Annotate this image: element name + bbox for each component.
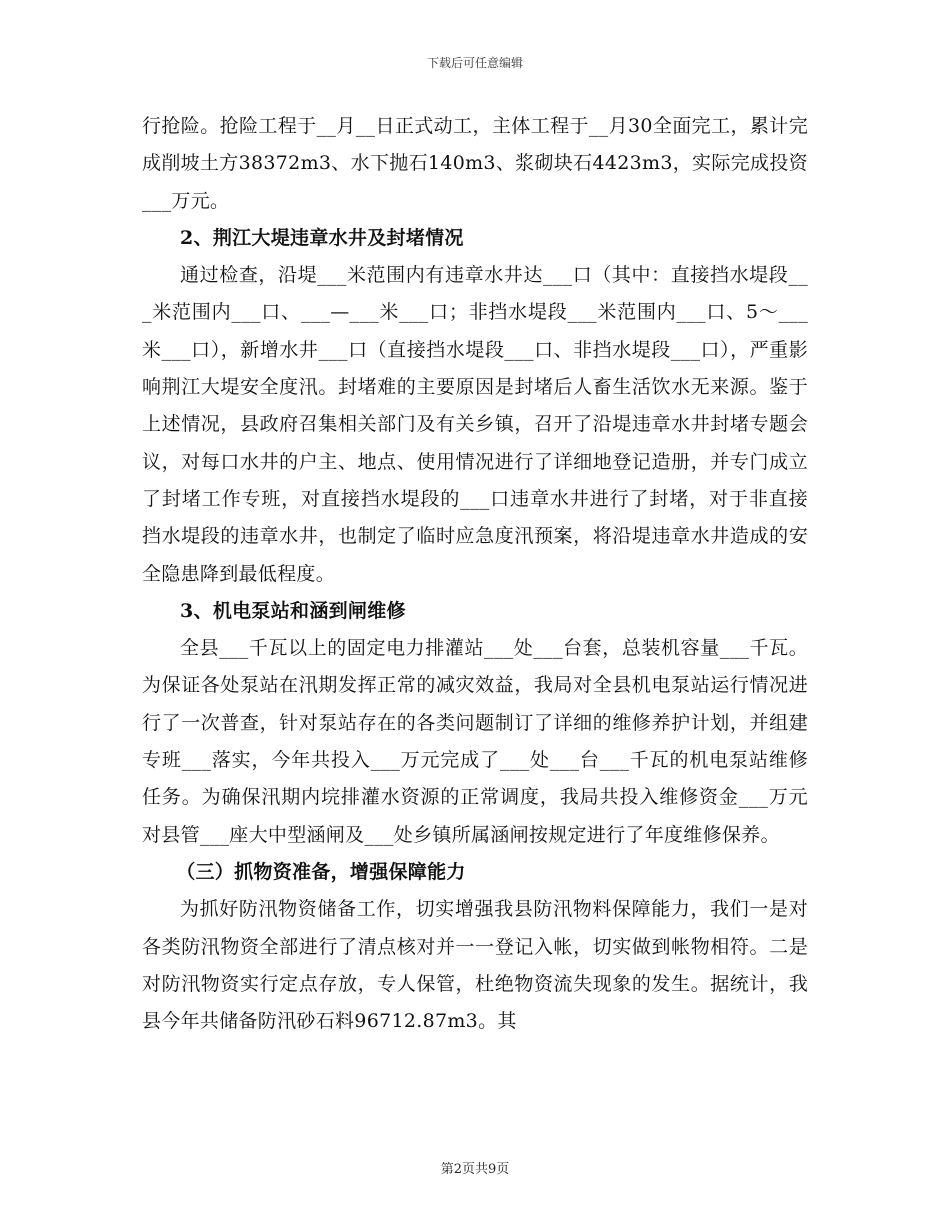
heading-material-preparation: （三）抓物资准备，增强保障能力	[176, 860, 466, 883]
heading-pump-station-repair: 3、机电泵站和涵到闸维修	[180, 599, 406, 622]
heading-illegal-wells: 2、荆江大堤违章水井及封堵情况	[180, 226, 464, 249]
page-header: 下载后可任意编辑	[426, 56, 523, 70]
paragraph-material-preparation: 为抓好防汛物资储备工作，切实增强我县防汛物料保障能力，我们一是对各类防汛物资全部进行了清点核对并一一登记入帐，切实做到帐物相符。二是对防汛物资实行定点存放，专人保管，杜绝物资流失现象的发生。据统计，我县今年共储备防汛砂石料96712.87m3。其	[142, 898, 808, 1033]
document-body	[142, 108, 808, 1040]
paragraph-pump-station-repair: 全县___千瓦以上的固定电力排灌站___处___台套，总装机容量___千瓦。为保证各处泵站在汛期发挥正常的减灾效益，我局对全县机电泵站运行情况进行了一次普查，针对泵站存在的各类问题制订了详细的维修养护计划，并组建专班___落实，今年共投入___万元完成了___处___台___千瓦的机电泵站维修任务。为确保汛期内垸排灌水资源的正常调度，我局共投入维修资金___万元对县管___座大中型涵闸及___处乡镇所属涵闸按规定进行了年度维修保养。	[142, 637, 808, 846]
paragraph-illegal-wells: 通过检查，沿堤___米范围内有违章水井达___口（其中：直接挡水堤段___米范围内___口、___—___米___口；非挡水堤段___米范围内___口、5～___米___口），新增水井___口（直接挡水堤段___口、非挡水堤段___口），严重影响荆江大堤安全度汛。封堵难的主要原因是封堵后人畜生活饮水无来源。鉴于上述情况，县政府召集相关部门及有关乡镇，召开了沿堤违章水井封堵专题会议，对每口水井的户主、地点、使用情况进行了详细地登记造册，并专门成立了封堵工作专班，对直接挡水堤段的___口违章水井进行了封堵，对于非直接挡水堤段的违章水井，也制定了临时应急度汛预案，将沿堤违章水井造成的安全隐患降到最低程度。	[142, 264, 808, 585]
page-footer: 第2页共9页	[440, 1162, 510, 1177]
paragraph-rescue-summary: 行抢险。抢险工程于__月__日正式动工，主体工程于__月30全面完工，累计完成削坡土方38372m3、水下抛石140m3、浆砌块石4423m3，实际完成投资___万元。	[142, 115, 808, 212]
